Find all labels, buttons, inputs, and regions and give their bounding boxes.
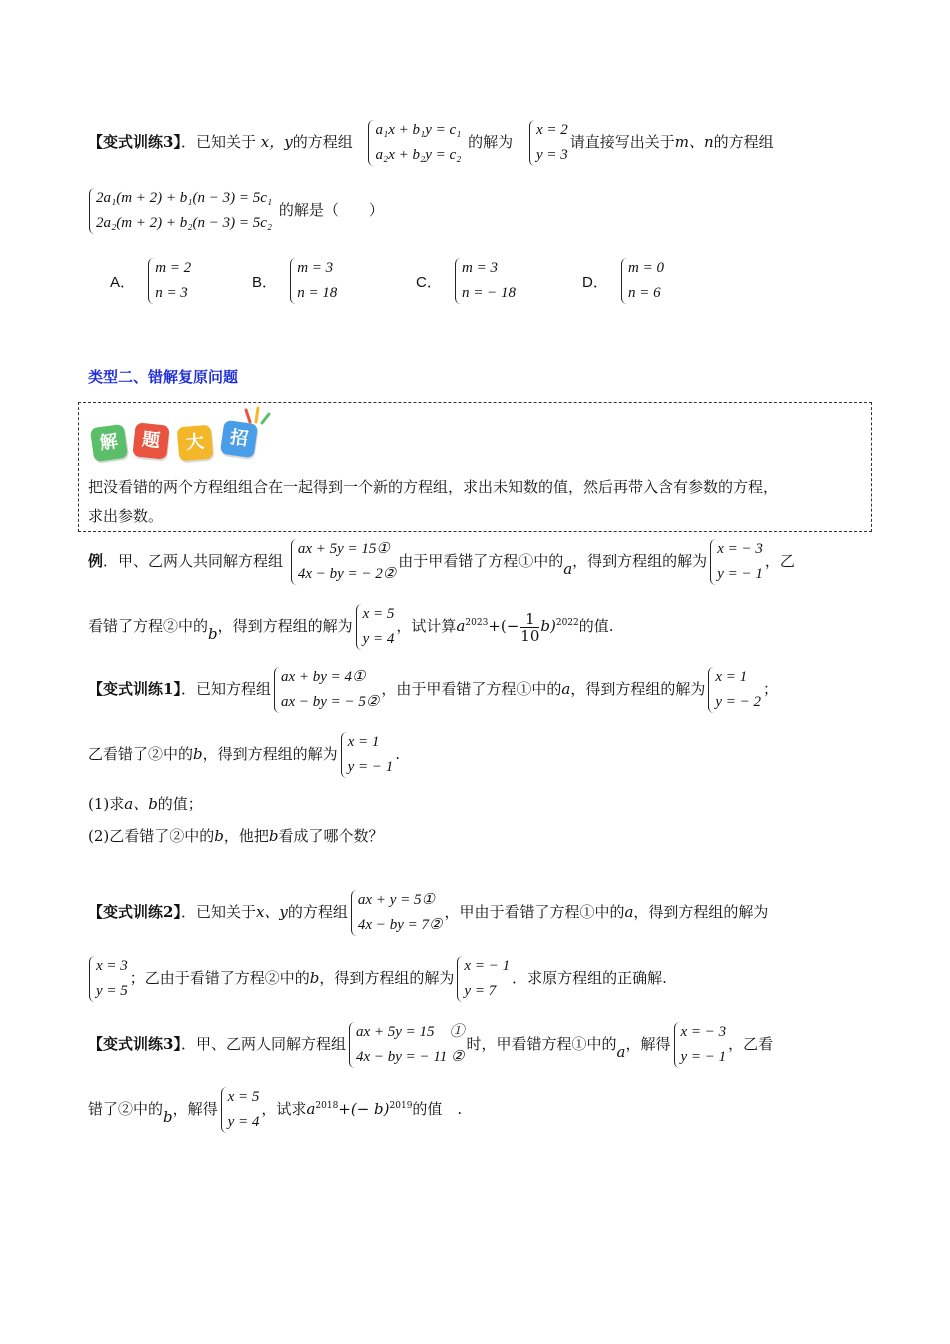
v1-sol-a: [707, 665, 761, 715]
sec1-mid3: 请直接写出关于: [569, 133, 675, 151]
example-t8: 的值.: [578, 617, 614, 635]
example-t5: 看错了方程②中的: [88, 617, 209, 635]
example-a: a: [563, 560, 573, 578]
example-fraction: [520, 611, 539, 644]
example-system: [290, 537, 396, 587]
v1-q2: [88, 824, 384, 848]
v2-sol-b: [456, 954, 510, 1004]
v2-s1: x = 3: [96, 958, 128, 974]
sec1-line2: [86, 186, 384, 236]
example-exp2: 2022: [555, 618, 579, 628]
v2-t1: ．已知关于: [180, 903, 256, 921]
example-t3: ，得到方程组的解为: [572, 552, 708, 570]
sec1-title: 【变式训练3】: [88, 133, 181, 151]
v1-s4: y = − 1: [347, 759, 394, 775]
v1-line1: [88, 665, 778, 715]
example-line1: [88, 537, 795, 587]
sec1-mid1: 的方程组: [292, 133, 353, 151]
tip-line2: 求出参数。: [88, 507, 164, 525]
option-d[interactable]: [582, 256, 666, 306]
v1-eq2: ax − by = − 5②: [280, 694, 380, 710]
v1-b: b: [193, 745, 203, 763]
example-t4: ，乙: [764, 552, 795, 570]
option-b[interactable]: [252, 256, 339, 306]
option-b-system: [289, 256, 337, 306]
v2-a: a: [624, 903, 634, 921]
example-t6: ，得到方程组的解为: [217, 617, 353, 635]
example-label: 例: [88, 552, 104, 570]
sparkle-icon: [242, 402, 272, 426]
v2-t4: ，得到方程组的解为: [633, 903, 769, 921]
v1-t2: ，由于甲看错了方程①中的: [381, 680, 562, 698]
example-t2: 由于甲看错了方程①中的: [398, 552, 564, 570]
v1-t5: 乙看错了②中的: [88, 745, 194, 763]
v3-expr-a: a: [306, 1100, 316, 1118]
v1-t1: ．已知方程组: [180, 680, 271, 698]
v2-s4: y = 7: [464, 983, 497, 999]
v1-t4: ；: [763, 680, 779, 698]
v3-sol-b: [220, 1085, 260, 1135]
tip-badge-4: 招: [220, 420, 258, 458]
v3-t3: ，解得: [625, 1035, 671, 1053]
option-a[interactable]: [110, 256, 193, 306]
option-b-letter: B．: [252, 273, 278, 291]
example-frac-n: 1: [520, 611, 539, 628]
option-b-r1: m = 3: [297, 260, 334, 276]
v3-b: b: [163, 1108, 173, 1126]
option-c-letter: C．: [416, 273, 442, 291]
v3-s4: y = 4: [227, 1114, 260, 1130]
v2-t7: ．求原方程组的正确解.: [512, 969, 667, 987]
option-c-system: [454, 256, 516, 306]
v1-t6: ，得到方程组的解为: [202, 745, 338, 763]
sec1-sol2: y = 3: [535, 147, 568, 163]
option-b-r2: n = 18: [297, 285, 338, 301]
example-expr-plus: +(−: [488, 617, 520, 635]
v2-b: b: [309, 969, 320, 987]
v3-line2: [88, 1085, 462, 1135]
v1-q2b: b: [214, 827, 224, 845]
v2-line1: [88, 888, 768, 938]
option-c-r1: m = 3: [462, 260, 498, 276]
v1-q2d: b: [268, 827, 279, 845]
v1-s3: x = 1: [347, 734, 380, 750]
sec1-eq3: 2a₁(m + 2) + b₁(n − 3) = 5c₁: [96, 190, 273, 206]
sec1-solution: [528, 118, 568, 168]
v3-t8: 的值 .: [412, 1100, 463, 1118]
option-d-r1: m = 0: [628, 260, 664, 276]
option-a-system: [147, 256, 191, 306]
option-a-r1: m = 2: [155, 260, 192, 276]
tip-badge-2: 题: [132, 422, 169, 459]
v2-t2: 的方程组: [287, 903, 348, 921]
example-expr-b: b): [540, 617, 556, 635]
v3-exp2: 2019: [389, 1101, 413, 1111]
option-d-r2: n = 6: [628, 285, 661, 301]
example-b: b: [208, 625, 218, 643]
v1-t7: .: [395, 745, 401, 763]
v1-eq1: ax + by = 4①: [280, 669, 366, 685]
v1-q1b: a、b: [124, 795, 158, 813]
example-t7: ，试计算: [396, 617, 457, 635]
v1-q2e: 看成了哪个数？: [278, 827, 384, 845]
v3-s1: x = − 3: [680, 1024, 727, 1040]
example-line2: [88, 602, 614, 652]
example-eq1: ax + 5y = 15①: [297, 541, 390, 557]
v2-vars: x、y: [255, 903, 288, 921]
option-d-letter: D．: [582, 273, 608, 291]
v2-t6: ，得到方程组的解为: [319, 969, 455, 987]
tip-line1: 把没看错的两个方程组组合在一起得到一个新的方程组，求出未知数的值，然后再带入含有参数的方程，: [88, 478, 779, 496]
v2-t5: ；乙由于看错了方程②中的: [129, 969, 310, 987]
v1-s2: y = − 2: [715, 694, 761, 710]
v3-a: a: [616, 1043, 626, 1061]
v3-expr-mid: +(− b): [338, 1100, 390, 1118]
v1-line2: [88, 730, 400, 780]
tip-badge-3: 大: [177, 425, 214, 462]
v3-t6: ，解得: [172, 1100, 218, 1118]
v1-q1c: 的值；: [157, 795, 203, 813]
option-c-r2: n = − 18: [462, 285, 517, 301]
v1-q1a: (1)求: [88, 795, 125, 813]
example-expr-a: a: [456, 617, 466, 635]
sec1-vars2: m、n: [674, 133, 714, 151]
option-a-r2: n = 3: [155, 285, 188, 301]
sec1-tail: 的解是（ ）: [278, 201, 384, 219]
v3-s3: x = 5: [227, 1089, 260, 1105]
example-s4: y = 4: [362, 631, 395, 647]
sec1-sol1: x = 2: [535, 122, 568, 138]
v3-exp1: 2018: [315, 1101, 339, 1111]
v2-title: 【变式训练2】: [88, 903, 181, 921]
v2-t3: ，甲由于看错了方程①中的: [444, 903, 625, 921]
v2-s2: y = 5: [96, 983, 128, 999]
v3-eq2: 4x − by = − 11 ②: [355, 1049, 465, 1065]
option-d-system: [620, 256, 664, 306]
sec1-eq2: a₂x + b₂y = c₂: [375, 147, 462, 163]
example-s2: y = − 1: [717, 566, 763, 582]
v2-system: [350, 888, 443, 938]
sec1-vars: x，y: [260, 133, 293, 151]
tip-box: [78, 402, 872, 532]
v3-line1: [88, 1020, 773, 1070]
example-s3: x = 5: [362, 606, 395, 622]
v1-q2c: ，他把: [223, 827, 269, 845]
v2-line2: [86, 954, 667, 1004]
example-s1: x = − 3: [717, 541, 763, 557]
example-t1: ．甲、乙两人共同解方程组: [103, 552, 284, 570]
sec1-mid2: 的解为: [468, 133, 514, 151]
v1-title: 【变式训练1】: [88, 680, 181, 698]
sec1-system-abc: [367, 118, 461, 168]
v3-eq1: ax + 5y = 15 ①: [355, 1024, 465, 1040]
v3-t1: ．甲、乙两人同解方程组: [180, 1035, 346, 1053]
v1-q1: [88, 792, 203, 816]
v3-title: 【变式训练3】: [88, 1035, 181, 1053]
v2-eq2: 4x − by = 7②: [357, 917, 443, 933]
sec1-mid4: 的方程组: [713, 133, 774, 151]
option-c[interactable]: [416, 256, 518, 306]
v3-t5: 错了②中的: [88, 1100, 164, 1118]
example-exp1: 2023: [465, 618, 489, 628]
v3-t2: 时，甲看错方程①中的: [466, 1035, 617, 1053]
v1-system: [273, 665, 379, 715]
sec1-system-mn: [88, 186, 272, 236]
v3-system: [348, 1020, 465, 1070]
v3-s2: y = − 1: [680, 1049, 727, 1065]
v2-s3: x = − 1: [464, 958, 511, 974]
v3-sol-a: [673, 1020, 727, 1070]
v3-t7: ，试求: [261, 1100, 307, 1118]
v1-t3: ，得到方程组的解为: [570, 680, 706, 698]
example-eq2: 4x − by = − 2②: [297, 566, 397, 582]
example-sol-a: [709, 537, 763, 587]
type2-title: 类型二、错解复原问题: [88, 369, 239, 386]
v3-t4: ，乙看: [728, 1035, 774, 1053]
v1-s1: x = 1: [715, 669, 748, 685]
sec1-eq1: a₁x + b₁y = c₁: [375, 122, 462, 138]
sec1-eq4: 2a₂(m + 2) + b₂(n − 3) = 5c₂: [96, 215, 273, 231]
example-frac-d: 10: [520, 626, 540, 645]
example-sol-b: [355, 602, 395, 652]
v1-a: a: [561, 680, 571, 698]
v2-eq1: ax + y = 5①: [357, 892, 435, 908]
sec1-line1: [88, 118, 774, 168]
v1-q2a: (2)乙看错了②中的: [88, 827, 215, 845]
v1-sol-b: [340, 730, 394, 780]
tip-badge-1: 解: [90, 424, 128, 462]
sec1-intro: ．已知关于: [180, 133, 256, 151]
v2-sol-a: [88, 954, 128, 1004]
option-a-letter: A．: [110, 273, 136, 291]
